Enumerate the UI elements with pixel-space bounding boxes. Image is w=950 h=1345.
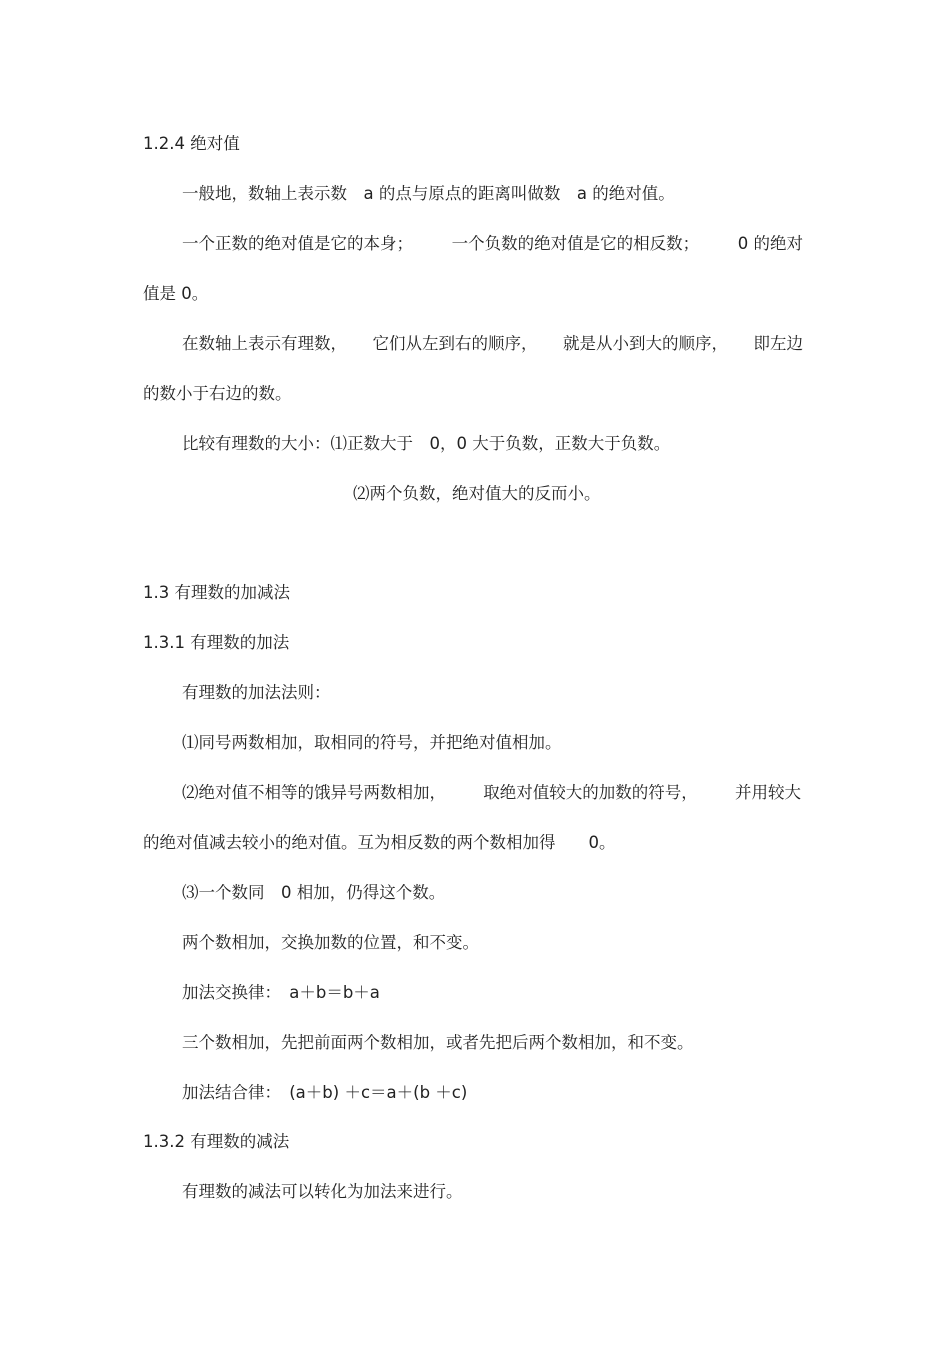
- text-segment: 一个负数的绝对值是它的相反数；: [451, 234, 700, 253]
- paragraph-continuation: 的绝对值减去较小的绝对值。互为相反数的两个数相加得 0。: [143, 833, 616, 852]
- text-segment: 0 的绝对: [737, 234, 803, 253]
- paragraph-addition-rule-3: ⑶一个数同 0 相加，仍得这个数。: [182, 883, 446, 902]
- paragraph-continuation: 的数小于右边的数。: [143, 384, 292, 403]
- paragraph-associative-law: 加法结合律： (a＋b) ＋c＝a＋(b ＋c): [182, 1083, 468, 1102]
- text-segment: 并用较大: [735, 783, 801, 802]
- text-segment: 在数轴上表示有理数，: [182, 334, 347, 353]
- paragraph-addition-rule-2: [182, 783, 801, 803]
- heading-1-3: 1.3 有理数的加减法: [143, 583, 290, 602]
- paragraph-subtraction-rule: 有理数的减法可以转化为加法来进行。: [182, 1182, 463, 1201]
- paragraph-commutative-statement: 两个数相加，交换加数的位置，和不变。: [182, 933, 479, 952]
- paragraph-absolute-value-rules: [182, 234, 803, 254]
- paragraph-absolute-value-definition: 一般地，数轴上表示数 a 的点与原点的距离叫做数 a 的绝对值。: [182, 184, 675, 203]
- paragraph-commutative-law: 加法交换律： a＋b＝b＋a: [182, 983, 380, 1002]
- paragraph-continuation: 值是 0。: [143, 284, 209, 303]
- paragraph-compare-rule-1: 比较有理数的大小：⑴正数大于 0，0 大于负数，正数大于负数。: [182, 434, 671, 453]
- text-segment: 它们从左到右的顺序，: [372, 334, 538, 353]
- heading-1-3-2: 1.3.2 有理数的减法: [143, 1132, 290, 1151]
- text-segment: ⑵绝对值不相等的饿异号两数相加，: [182, 783, 446, 802]
- paragraph-associative-statement: 三个数相加，先把前面两个数相加，或者先把后两个数相加，和不变。: [182, 1033, 694, 1052]
- text-segment: 即左边: [753, 334, 803, 353]
- paragraph-addition-rules-intro: 有理数的加法法则：: [182, 683, 331, 702]
- text-segment: 就是从小到大的顺序，: [563, 334, 728, 353]
- paragraph-compare-rule-2: ⑵两个负数，绝对值大的反而小。: [353, 484, 601, 503]
- paragraph-addition-rule-1: ⑴同号两数相加，取相同的符号，并把绝对值相加。: [182, 733, 562, 752]
- text-segment: 取绝对值较大的加数的符号，: [483, 783, 698, 802]
- heading-1-2-4: 1.2.4 绝对值: [143, 134, 240, 153]
- heading-1-3-1: 1.3.1 有理数的加法: [143, 633, 290, 652]
- text-segment: 一个正数的绝对值是它的本身；: [182, 234, 413, 253]
- paragraph-number-line-order: [182, 334, 803, 354]
